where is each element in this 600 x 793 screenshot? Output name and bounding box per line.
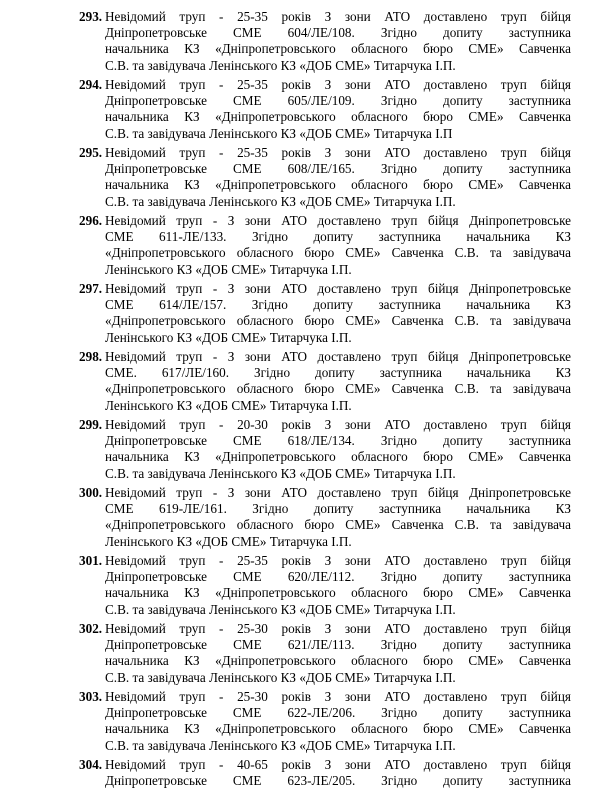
entry-text-line: С.В. та завідувача Ленінського КЗ «ДОБ СМЕ» Титарчука І.П. xyxy=(105,669,456,685)
list-item xyxy=(79,349,579,414)
entry-text-line: Дніпропетровське СМЕ 608/ЛЕ/165. Згідно допиту заступника xyxy=(105,161,571,177)
entry-text-line: Дніпропетровське СМЕ 622-ЛЕ/206. Згідно допиту заступника xyxy=(105,705,571,721)
entry-text-line: С.В. та завідувача Ленінського КЗ «ДОБ СМЕ» Титарчука І.П. xyxy=(105,57,456,73)
entry-text-line: Ленінського КЗ «ДОБ СМЕ» Титарчука І.П. xyxy=(105,397,352,413)
entry-text-line: СМЕ 614/ЛЕ/157. Згідно допиту заступника начальника КЗ xyxy=(105,297,571,313)
entry-text-line: «Дніпропетровського обласного бюро СМЕ» Савченка С.В. та завідувача xyxy=(105,245,571,261)
list-item xyxy=(79,9,579,74)
entry-text-line: начальника КЗ «Дніпропетровського обласного бюро СМЕ» Савченка xyxy=(105,41,571,57)
entry-number: 293. xyxy=(79,9,103,24)
entry-text-line: начальника КЗ «Дніпропетровського обласного бюро СМЕ» Савченка xyxy=(105,177,571,193)
entry-text-line: Дніпропетровське СМЕ 623-ЛЕ/205. Згідно допиту заступника xyxy=(105,773,571,789)
entry-text-line: начальника КЗ «Дніпропетровського обласного бюро СМЕ» Савченка xyxy=(105,585,571,601)
entry-text-line: Невідомий труп - З зони АТО доставлено труп бійця Дніпропетровське xyxy=(105,349,571,364)
list-item xyxy=(79,417,579,482)
list-item xyxy=(79,145,579,210)
entry-text-line: Невідомий труп - 25-35 років З зони АТО доставлено труп бійця xyxy=(105,9,571,24)
entry-text-line: СМЕ. 617/ЛЕ/160. Згідно допиту заступника начальника КЗ xyxy=(105,365,571,381)
entry-text-line: Ленінського КЗ «ДОБ СМЕ» Титарчука І.П. xyxy=(105,329,352,345)
entry-text-line: СМЕ 611-ЛЕ/133. Згідно допиту заступника начальника КЗ xyxy=(105,229,571,245)
entry-number: 301. xyxy=(79,553,103,568)
list-item xyxy=(79,553,579,618)
entry-number: 294. xyxy=(79,77,103,92)
entry-text-line: Дніпропетровське СМЕ 605/ЛЕ/109. Згідно допиту заступника xyxy=(105,93,571,109)
entry-text-line: Невідомий труп - 25-35 років З зони АТО доставлено труп бійця xyxy=(105,553,571,568)
entry-number: 303. xyxy=(79,689,103,704)
entry-number: 295. xyxy=(79,145,103,160)
list-item xyxy=(79,77,579,142)
entry-text-line: Дніпропетровське СМЕ 604/ЛЕ/108. Згідно допиту заступника xyxy=(105,25,571,41)
entry-text-line: начальника КЗ «Дніпропетровського обласного бюро СМЕ» Савченка xyxy=(105,653,571,669)
entry-text-line: Невідомий труп - З зони АТО доставлено труп бійця Дніпропетровське xyxy=(105,485,571,500)
list-item xyxy=(79,281,579,346)
entry-text-line: Ленінського КЗ «ДОБ СМЕ» Титарчука І.П. xyxy=(105,533,352,549)
entry-text-line: Невідомий труп - 25-35 років З зони АТО доставлено труп бійця xyxy=(105,145,571,160)
list-item xyxy=(79,485,579,550)
entry-text-line: «Дніпропетровського обласного бюро СМЕ» Савченка С.В. та завідувача xyxy=(105,313,571,329)
entry-text-line: Дніпропетровське СМЕ 620/ЛЕ/112. Згідно допиту заступника xyxy=(105,569,571,585)
entry-text-line: Невідомий труп - 25-35 років З зони АТО доставлено труп бійця xyxy=(105,77,571,92)
entry-text-line: Невідомий труп - 25-30 років З зони АТО доставлено труп бійця xyxy=(105,689,571,704)
entry-text-line: Невідомий труп - З зони АТО доставлено труп бійця Дніпропетровське xyxy=(105,213,571,228)
list-item xyxy=(79,689,579,754)
entry-text-line: С.В. та завідувача Ленінського КЗ «ДОБ СМЕ» Титарчука І.П. xyxy=(105,737,456,753)
entry-text-line: начальника КЗ «Дніпропетровського обласного бюро СМЕ» Савченка xyxy=(105,109,571,125)
entry-text-line: «Дніпропетровського обласного бюро СМЕ» Савченка С.В. та завідувача xyxy=(105,517,571,533)
entry-number: 304. xyxy=(79,757,103,772)
entry-text-line: Дніпропетровське СМЕ 618/ЛЕ/134. Згідно допиту заступника xyxy=(105,433,571,449)
entry-text-line: С.В. та завідувача Ленінського КЗ «ДОБ СМЕ» Титарчука І.П xyxy=(105,125,453,141)
entry-text-line: начальника КЗ «Дніпропетровського обласного бюро СМЕ» Савченка xyxy=(105,449,571,465)
entry-list xyxy=(79,9,579,793)
list-item xyxy=(79,757,579,789)
entry-number: 298. xyxy=(79,349,103,364)
entry-number: 299. xyxy=(79,417,103,432)
entry-text-line: «Дніпропетровського обласного бюро СМЕ» Савченка С.В. та завідувача xyxy=(105,381,571,397)
entry-text-line: Ленінського КЗ «ДОБ СМЕ» Титарчука І.П. xyxy=(105,261,352,277)
entry-text-line: Невідомий труп - З зони АТО доставлено труп бійця Дніпропетровське xyxy=(105,281,571,296)
list-item xyxy=(79,621,579,686)
entry-text-line: С.В. та завідувача Ленінського КЗ «ДОБ СМЕ» Титарчука І.П. xyxy=(105,601,456,617)
list-item xyxy=(79,213,579,278)
entry-text-line: С.В. та завідувача Ленінського КЗ «ДОБ СМЕ» Титарчука І.П. xyxy=(105,465,456,481)
entry-number: 297. xyxy=(79,281,103,296)
entry-number: 302. xyxy=(79,621,103,636)
entry-text-line: начальника КЗ «Дніпропетровського обласного бюро СМЕ» Савченка xyxy=(105,721,571,737)
entry-text-line: СМЕ 619-ЛЕ/161. Згідно допиту заступника начальника КЗ xyxy=(105,501,571,517)
entry-number: 296. xyxy=(79,213,103,228)
entry-text-line: Невідомий труп - 25-30 років З зони АТО доставлено труп бійця xyxy=(105,621,571,636)
entry-text-line: С.В. та завідувача Ленінського КЗ «ДОБ СМЕ» Титарчука І.П. xyxy=(105,193,456,209)
entry-number: 300. xyxy=(79,485,103,500)
entry-text-line: Дніпропетровське СМЕ 621/ЛЕ/113. Згідно допиту заступника xyxy=(105,637,571,653)
entry-text-line: Невідомий труп - 20-30 років З зони АТО доставлено труп бійця xyxy=(105,417,571,432)
entry-text-line: Невідомий труп - 40-65 років З зони АТО доставлено труп бійця xyxy=(105,757,571,772)
